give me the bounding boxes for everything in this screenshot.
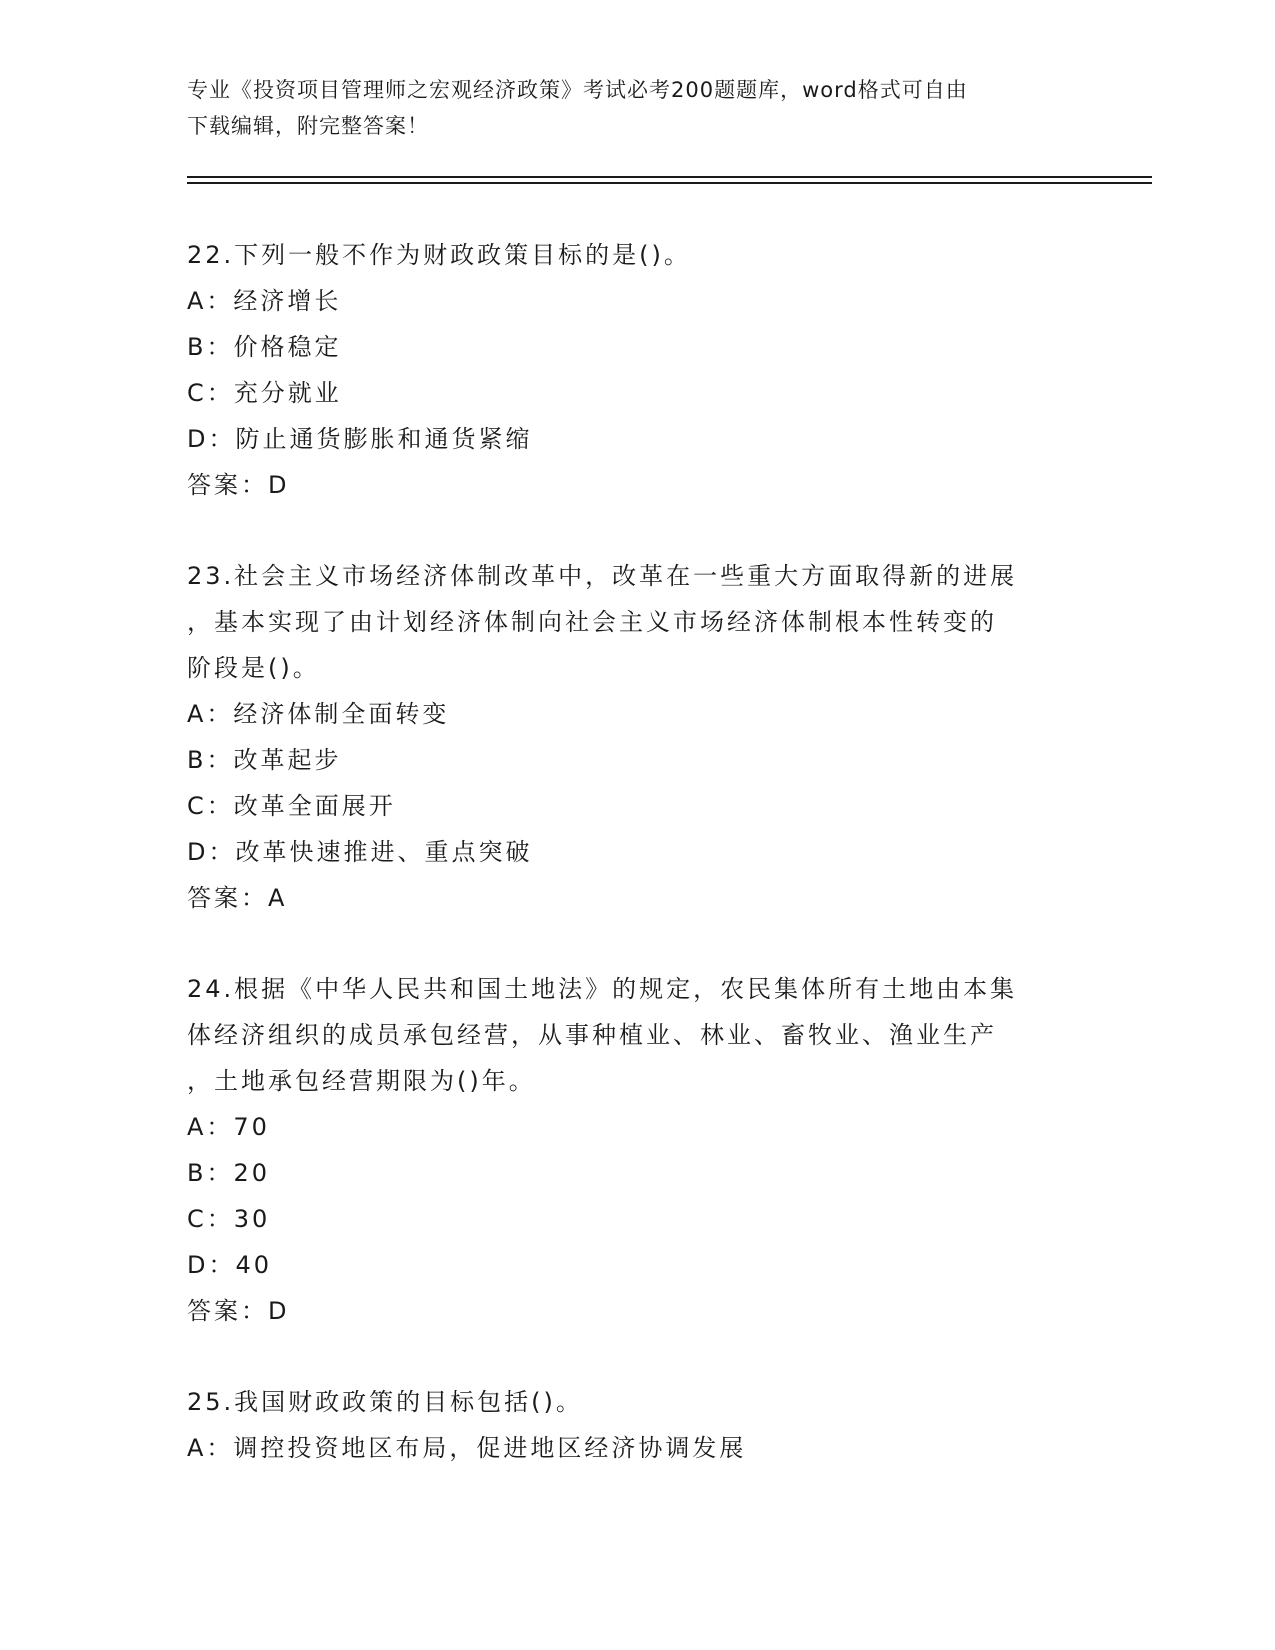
answer-option: A：经济体制全面转变 xyxy=(187,700,450,728)
question-text-line: 25.我国财政政策的目标包括()。 xyxy=(187,1388,583,1416)
answer-option: C：改革全面展开 xyxy=(187,792,396,820)
question-text-line: 24.根据《中华人民共和国土地法》的规定，农民集体所有土地由本集 xyxy=(187,975,1018,1003)
header-divider-bottom xyxy=(187,182,1152,184)
answer-key: 答案：D xyxy=(187,471,290,499)
answer-option: B：20 xyxy=(187,1159,271,1187)
answer-option: B：改革起步 xyxy=(187,746,342,774)
question-block xyxy=(187,232,1067,508)
answer-option: A：调控投资地区布局，促进地区经济协调发展 xyxy=(187,1434,747,1462)
question-text-line: ，基本实现了由计划经济体制向社会主义市场经济体制根本性转变的 xyxy=(187,608,997,636)
answer-option: A：70 xyxy=(187,1113,270,1141)
question-text xyxy=(187,553,1067,691)
document-header xyxy=(187,72,1077,144)
question-text-line: 23.社会主义市场经济体制改革中，改革在一些重大方面取得新的进展 xyxy=(187,562,1018,590)
answer-option: A：经济增长 xyxy=(187,287,342,315)
question-block xyxy=(187,966,1067,1334)
question-text-line: 阶段是()。 xyxy=(187,654,320,682)
header-divider-top xyxy=(187,176,1152,178)
question-text xyxy=(187,966,1067,1104)
question-list xyxy=(187,232,1067,1516)
question-block xyxy=(187,553,1067,921)
answer-option: C：30 xyxy=(187,1205,271,1233)
question-text-line: 体经济组织的成员承包经营，从事种植业、林业、畜牧业、渔业生产 xyxy=(187,1021,997,1049)
answer-key: 答案：D xyxy=(187,1297,290,1325)
question-block xyxy=(187,1379,1067,1471)
answer-option: D：40 xyxy=(187,1251,273,1279)
question-text xyxy=(187,232,1067,278)
answer-option: C：充分就业 xyxy=(187,379,342,407)
question-text-line: 22.下列一般不作为财政政策目标的是()。 xyxy=(187,241,691,269)
answer-key: 答案：A xyxy=(187,884,288,912)
question-text-line: ，土地承包经营期限为()年。 xyxy=(187,1067,536,1095)
header-line-1: 专业《投资项目管理师之宏观经济政策》考试必考200题题库，word格式可自由 xyxy=(187,78,968,102)
question-text xyxy=(187,1379,1067,1425)
answer-option: D：改革快速推进、重点突破 xyxy=(187,838,533,866)
answer-option: D：防止通货膨胀和通货紧缩 xyxy=(187,425,533,453)
answer-option: B：价格稳定 xyxy=(187,333,342,361)
header-line-2: 下载编辑，附完整答案！ xyxy=(187,114,429,138)
